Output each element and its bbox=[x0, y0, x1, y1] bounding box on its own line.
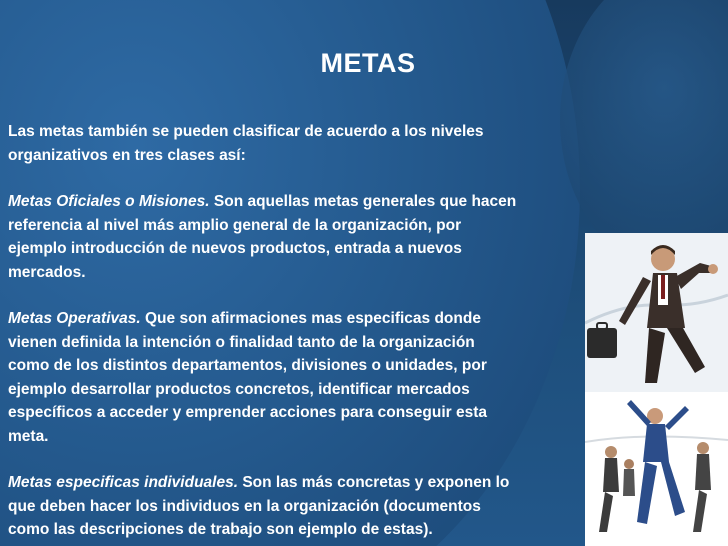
section-body: Que son afirmaciones mas especificas donde vienen definida la intención o finalidad tanto de la organización como de los distintos departamentos, divisiones o unidades, por ejemplo desarrollar productos concretos, identificar mercados específicos a acceder y emprender acciones para conseguir esta meta. bbox=[8, 310, 488, 445]
intro-paragraph: Las metas también se pueden clasificar de acuerdo a los niveles organizativos en tres clases así: bbox=[8, 123, 484, 164]
section-oficiales bbox=[8, 190, 518, 284]
section-heading: Metas Oficiales o Misiones. bbox=[8, 193, 210, 210]
section-heading: Metas Operativas. bbox=[8, 310, 141, 327]
runners-photo bbox=[585, 392, 728, 546]
section-body: Son aquellas metas generales que hacen referencia al nivel más amplio general de la organización, por ejemplo introducción de nuevos productos, entrada a nuevos mercados. bbox=[8, 193, 517, 281]
runners-racing-icon bbox=[585, 392, 728, 546]
section-individuales bbox=[8, 471, 518, 542]
slide-body bbox=[8, 120, 518, 546]
slide-title: METAS bbox=[320, 48, 416, 78]
businessman-finish-line-photo bbox=[585, 233, 728, 393]
businessman-crossing-finish-line-icon bbox=[585, 233, 728, 393]
section-operativas bbox=[8, 307, 518, 448]
section-heading: Metas especificas individuales. bbox=[8, 474, 239, 491]
section-body: Son las más concretas y exponen lo que deben hacer los individuos en la organización (documentos como las descripciones de trabajo son ejemplo de estas). bbox=[8, 474, 510, 538]
